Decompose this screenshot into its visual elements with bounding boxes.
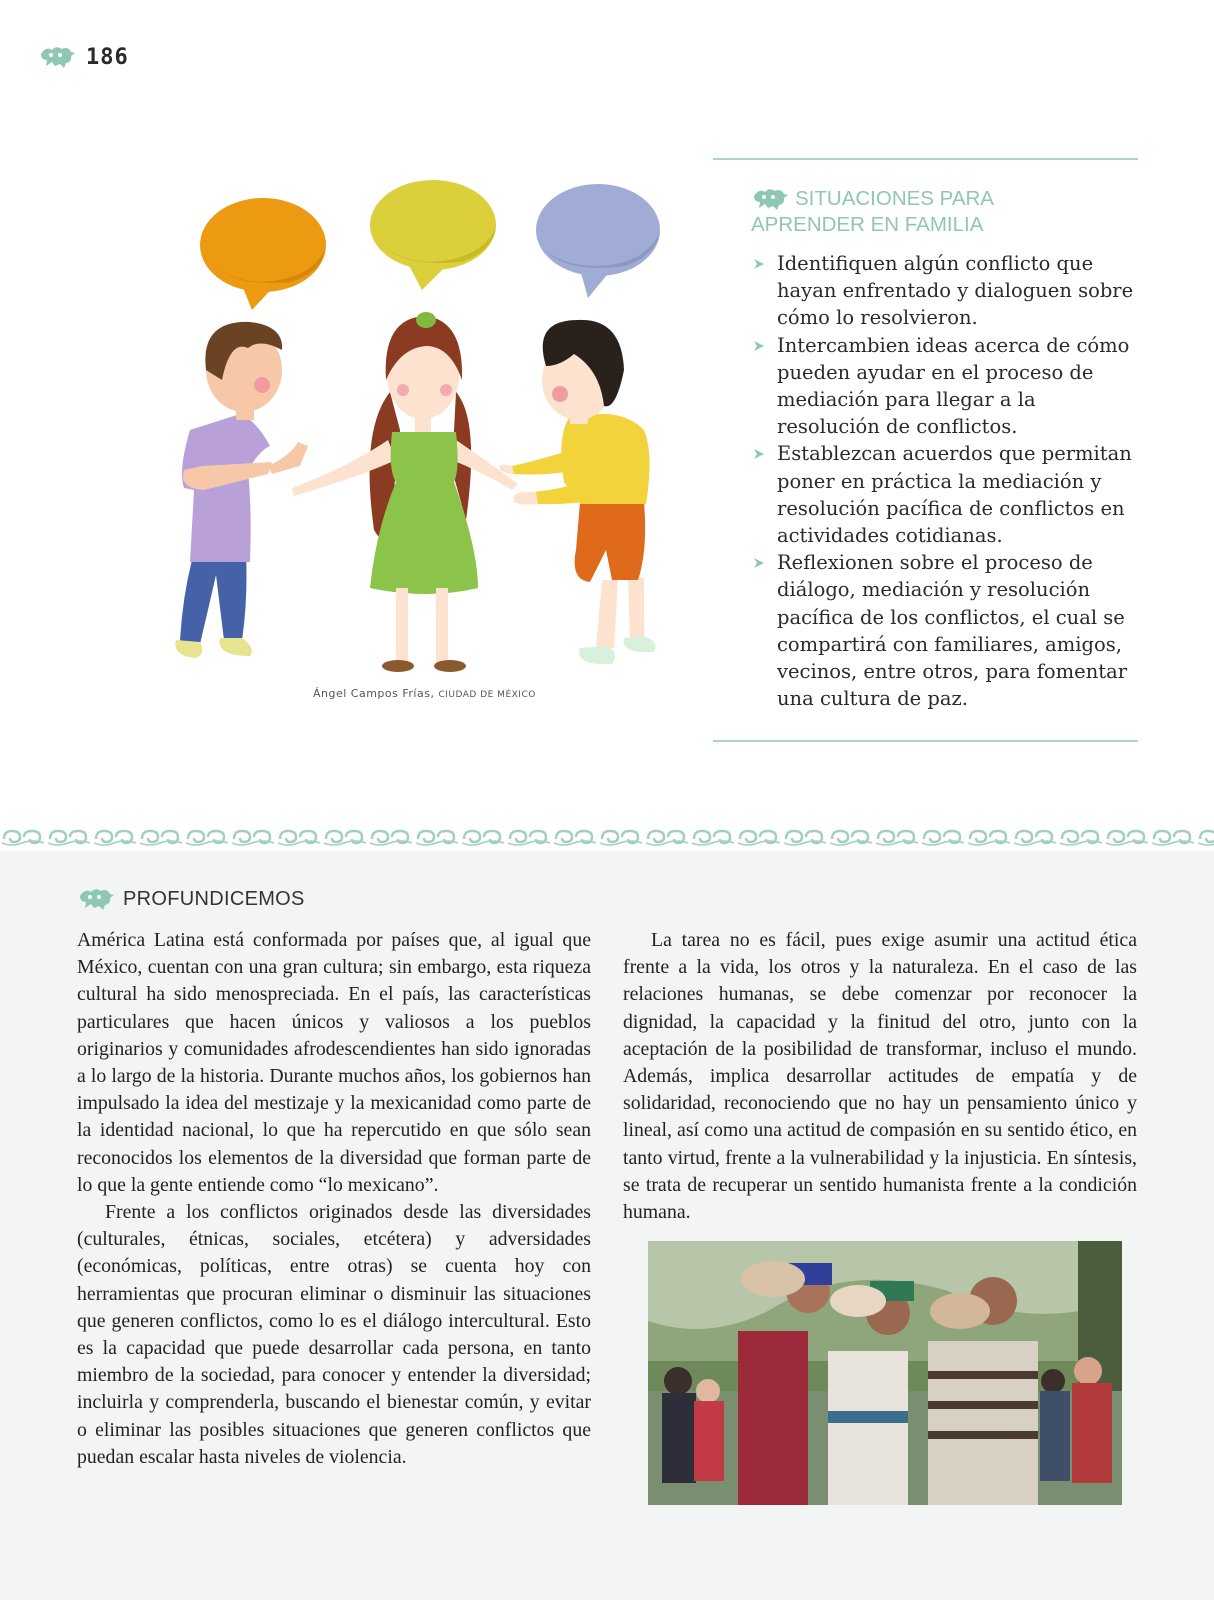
boy-left <box>175 322 308 658</box>
activities-list <box>751 250 1141 712</box>
list-item <box>751 332 1141 441</box>
arrow-bullet-icon <box>753 557 765 569</box>
speech-bubble-orange <box>200 198 326 310</box>
illustration-credit <box>313 687 536 700</box>
children-dialogue-illustration <box>160 170 680 710</box>
box-title-line1: SITUACIONES PARA <box>795 187 994 210</box>
section-heading <box>77 886 305 912</box>
page-number-text: 186 <box>86 44 129 70</box>
arrow-bullet-icon <box>753 340 765 352</box>
box-title-line2: APRENDER EN FAMILIA <box>751 213 984 236</box>
photo-conch-ceremony <box>648 1241 1122 1505</box>
speech-bubble-yellow <box>370 180 496 290</box>
speech-bubble-lilac <box>536 184 660 298</box>
text-column-left <box>77 927 591 1471</box>
list-item-text: Establezcan acuerdos que permitan poner en práctica la mediación y resolución pacífica de conflictos en actividades cotidianas. <box>777 442 1132 548</box>
girl-center <box>292 312 518 672</box>
section-title: PROFUNDICEMOS <box>123 887 305 910</box>
list-item <box>751 250 1141 332</box>
glyph-icon <box>751 186 791 212</box>
list-item-text: Reflexionen sobre el proceso de diálogo, mediación y resolución pacífica de los conflictos, el cual se compartirá con familiares, amigos, vecinos, entre otros, para fomentar una cultura de paz. <box>777 551 1128 711</box>
family-activities-box <box>713 158 1138 742</box>
arrow-bullet-icon <box>753 448 765 460</box>
paragraph: América Latina está conformada por países que, al igual que México, cuentan con una gran cultura; sin embargo, esta riqueza cultural ha sido menospreciada. En el país, las características particulares que hacen únicos y valiosos a los pueblos originarios y comunidades afrodescendientes han sido ignoradas a lo largo de la historia. Durante muchos años, los gobiernos han impulsado la idea del mestizaje y la mexicanidad como parte de la identidad nacional, lo que ha repercutido en que sólo sean reconocidos los elementos de la diversidad que forman parte de lo que la gente entiende como “lo mexicano”. <box>77 929 591 1196</box>
page-number <box>38 44 129 70</box>
paragraph: Frente a los conflictos originados desde las diversidades (culturales, étnicas, sociales, etcétera) y adversidades (económicas, políticas, entre otras) se cuenta hoy con herramientas que procuran eliminar o disminuir las situaciones que generen conflictos, como lo es el diálogo intercultural. Esto es la capacidad que puede desarrollar cada persona, en tanto miembro de la sociedad, para conocer y entender la diversidad; incluirla y comprenderla, buscando el bienestar común, y evitar o eliminar las posibles situaciones que generen conflictos que puedan escalar hasta niveles de violencia. <box>77 1201 591 1468</box>
list-item <box>751 549 1141 712</box>
decorative-border <box>0 823 1214 851</box>
glyph-icon <box>38 44 78 70</box>
paragraph: La tarea no es fácil, pues exige asumir una actitud ética frente a la vida, los otros y la naturaleza. En el caso de las relaciones humanas, se debe comenzar por reconocer la dignidad, la capacidad y la finitud del otro, junto con la aceptación de la posibilidad de transformar, incluso el mundo. Además, implica desarrollar actitudes de empatía y de solidaridad, reconociendo que no hay un pensamiento único y lineal, así como una actitud de compasión en su sentido ético, en tanto virtud, frente a la vulnerabilidad y la injusticia. En síntesis, se trata de recuperar un sentido humanista frente a la condición humana. <box>623 929 1137 1224</box>
boy-right <box>499 320 655 664</box>
list-item-text: Intercambien ideas acerca de cómo pueden ayudar en el proceso de mediación para llegar a la resolución de conflictos. <box>777 333 1130 439</box>
glyph-icon <box>77 886 117 912</box>
box-heading <box>751 186 994 238</box>
text-column-right <box>623 927 1137 1226</box>
credit-place: CIUDAD DE MÉXICO <box>438 690 536 700</box>
arrow-bullet-icon <box>753 258 765 270</box>
list-item <box>751 440 1141 549</box>
credit-name: Ángel Campos Frías, <box>313 687 435 700</box>
list-item-text: Identifiquen algún conflicto que hayan enfrentado y dialoguen sobre cómo lo resolvieron. <box>777 252 1134 330</box>
